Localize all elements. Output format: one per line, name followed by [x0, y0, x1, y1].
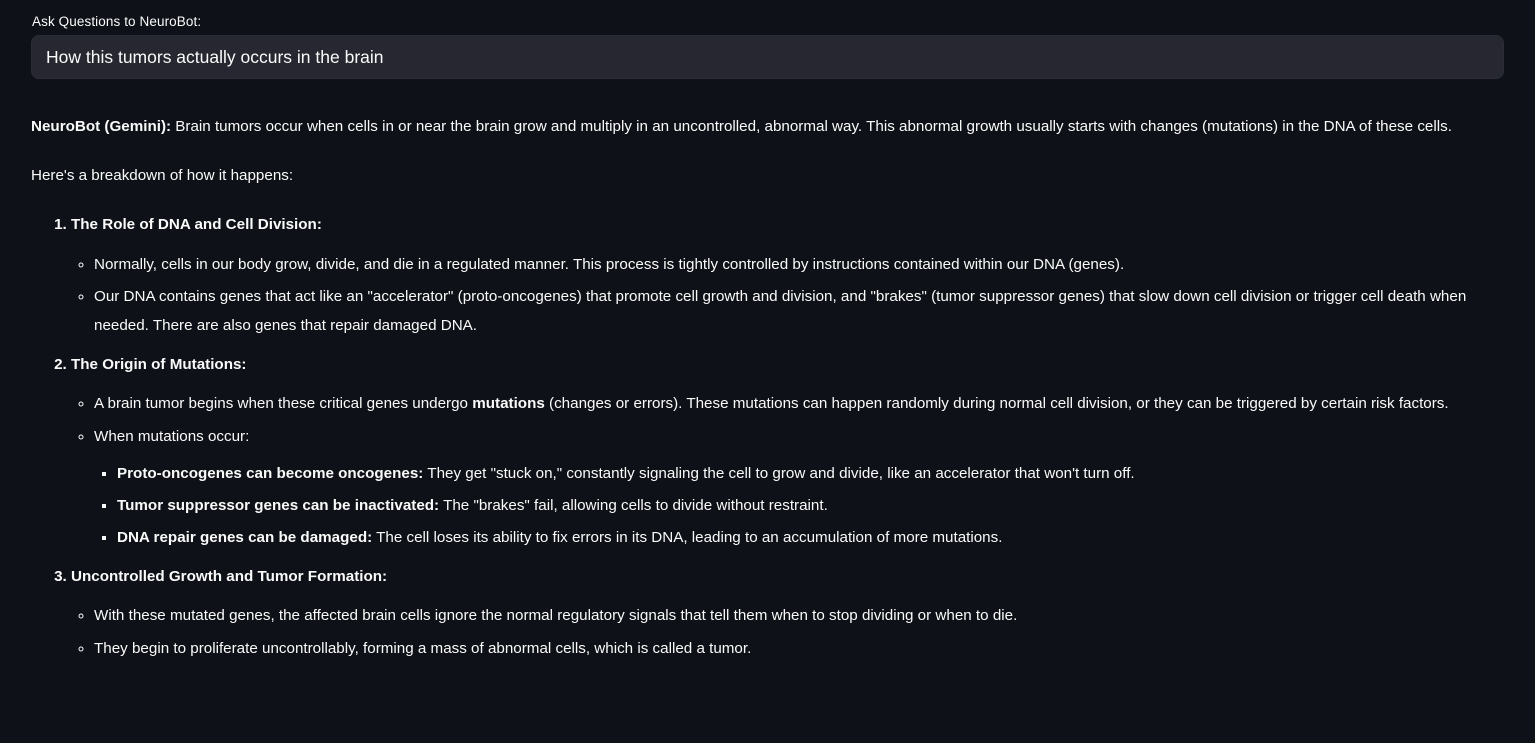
list-item: [71, 562, 1504, 663]
step-sublist: [71, 389, 1504, 552]
subsub-text-bold: Proto-oncogenes can become oncogenes:: [117, 464, 424, 482]
step-sublist: [71, 601, 1504, 662]
list-item: [71, 210, 1504, 340]
step-sublist: [71, 250, 1504, 341]
answer-intro-paragraph: [31, 112, 1504, 141]
sub-text: When mutations occur:: [94, 427, 250, 445]
subsub-text-post: They get "stuck on," constantly signaling the cell to grow and divide, like an accelerator that won't turn off.: [423, 464, 1135, 482]
question-input[interactable]: [31, 35, 1504, 79]
sub-text: With these mutated genes, the affected brain cells ignore the normal regulatory signals that tell them when to stop dividing or when to die.: [94, 607, 1018, 625]
list-item: [94, 389, 1504, 418]
list-item: [94, 422, 1504, 553]
list-item: [94, 634, 1504, 663]
list-item: [117, 523, 1504, 552]
subsub-text-post: The cell loses its ability to fix errors in its DNA, leading to an accumulation of more mutations.: [372, 529, 1003, 547]
sub-text-bold: mutations: [472, 395, 545, 413]
sub-text: Normally, cells in our body grow, divide, and die in a regulated manner. This process is tightly controlled by instructions contained within our DNA (genes).: [94, 255, 1125, 273]
step-heading: Uncontrolled Growth and Tumor Formation:: [71, 568, 388, 586]
answer-steps-list: [31, 210, 1504, 662]
sub-text-pre: A brain tumor begins when these critical genes undergo: [94, 395, 473, 413]
sub-text-post: (changes or errors). These mutations can happen randomly during normal cell division, or they can be triggered by certain risk factors.: [544, 395, 1449, 413]
list-item: [94, 282, 1504, 340]
subsub-text-bold: DNA repair genes can be damaged:: [117, 529, 373, 547]
bot-name-label: NeuroBot (Gemini):: [31, 118, 172, 135]
list-item: [94, 601, 1504, 630]
answer-intro-text: Brain tumors occur when cells in or near the brain grow and multiply in an uncontrolled, abnormal way. This abnormal growth usually starts with changes (mutations) in the DNA of these cells.: [171, 118, 1452, 135]
subsub-text-bold: Tumor suppressor genes can be inactivated:: [117, 496, 440, 514]
sub-text: They begin to proliferate uncontrollably, forming a mass of abnormal cells, which is called a tumor.: [94, 639, 752, 657]
question-input-label: Ask Questions to NeuroBot:: [32, 14, 202, 29]
list-item: [71, 350, 1504, 552]
step-heading: The Role of DNA and Cell Division:: [71, 216, 322, 234]
step-heading: The Origin of Mutations:: [71, 356, 247, 374]
list-item: [117, 459, 1504, 488]
subsub-text-post: The "brakes" fail, allowing cells to divide without restraint.: [439, 496, 828, 514]
bot-answer: [31, 112, 1504, 663]
list-item: [117, 491, 1504, 520]
step-subsublist: [94, 459, 1504, 553]
list-item: [94, 250, 1504, 279]
answer-breakdown-lead: Here's a breakdown of how it happens:: [31, 167, 294, 185]
sub-text: Our DNA contains genes that act like an "accelerator" (proto-oncogenes) that promote cell growth and division, and "brakes" (tumor suppressor genes) that slow down cell division or trigger cell death when needed. There are also genes that repair damaged DNA.: [94, 287, 1467, 334]
